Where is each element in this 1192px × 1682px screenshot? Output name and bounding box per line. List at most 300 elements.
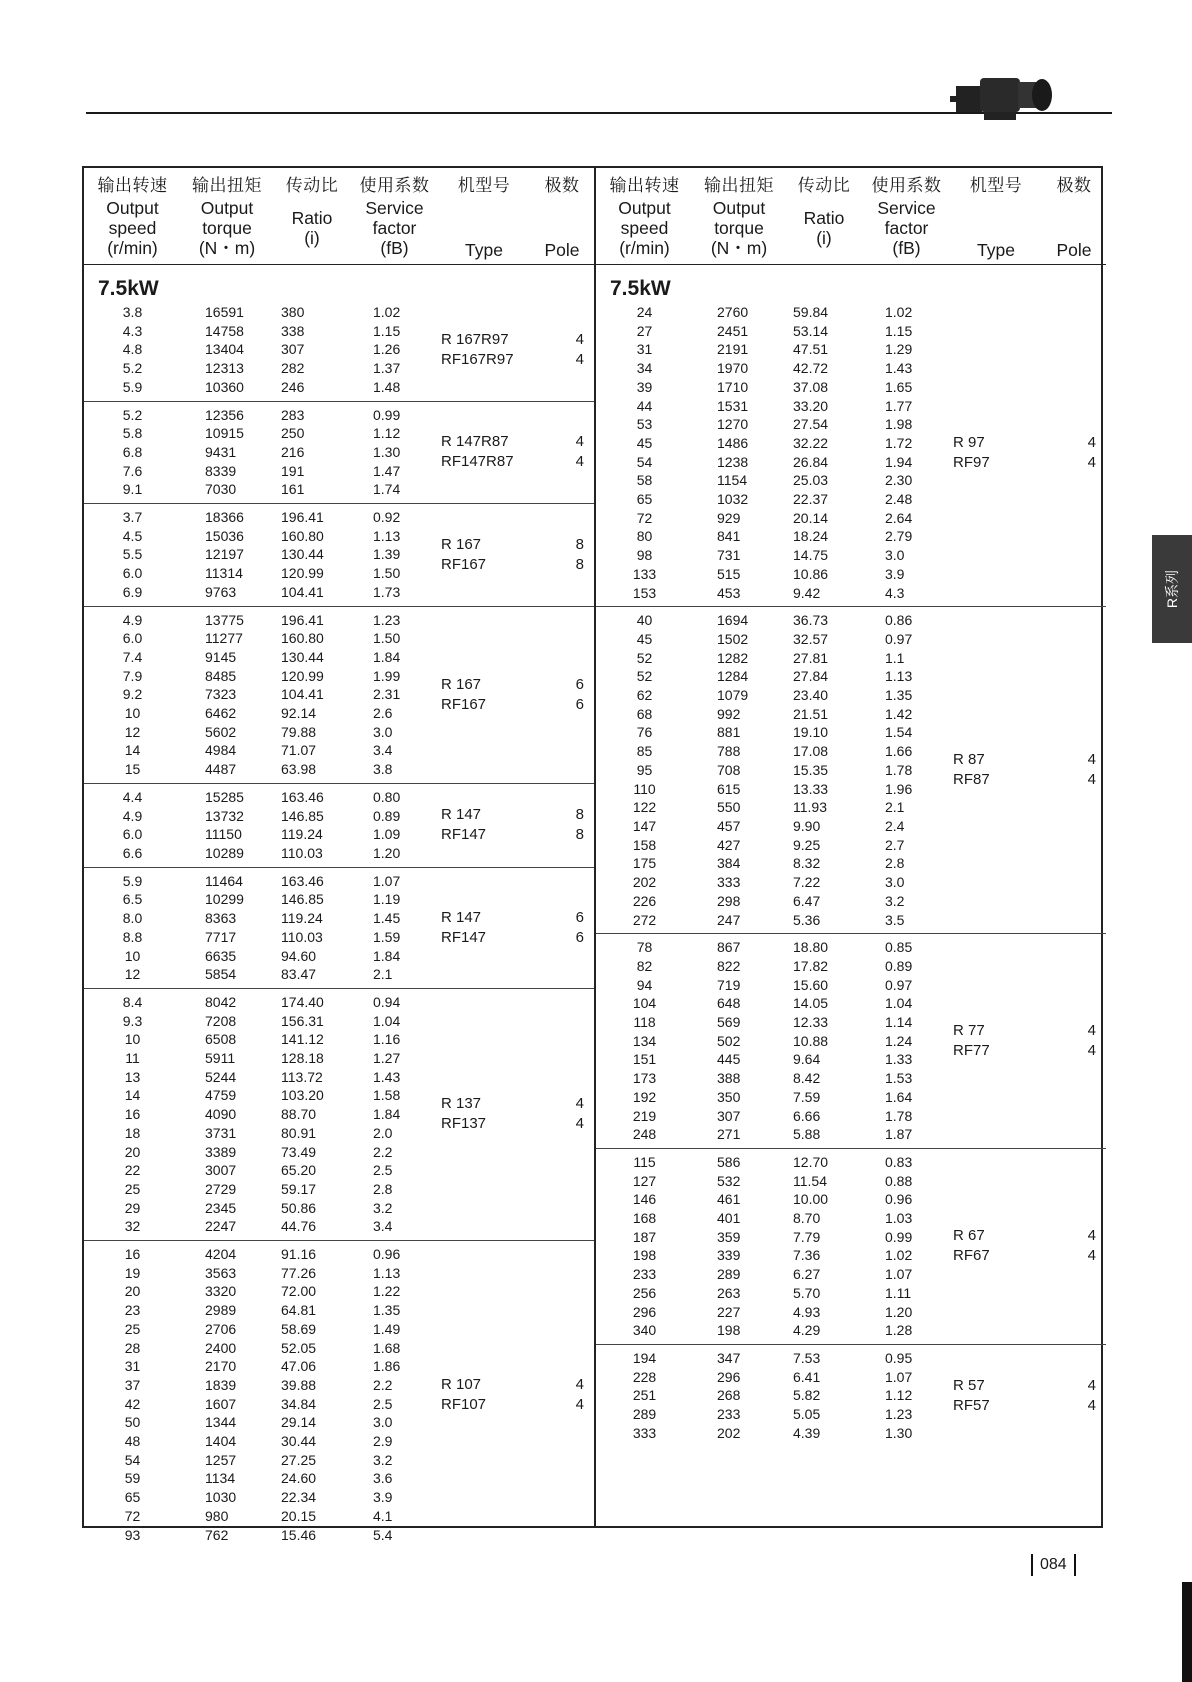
power-label: 7.5kW bbox=[98, 277, 159, 300]
torque-cell: 1710 bbox=[717, 378, 749, 395]
type-label: RF97 bbox=[953, 453, 990, 471]
ratio-cell: 7.22 bbox=[793, 874, 821, 891]
type-label: RF137 bbox=[441, 1115, 487, 1133]
torque-column bbox=[693, 1153, 785, 1340]
speed-cell: 50 bbox=[124, 1414, 141, 1431]
header-pole-zh: 极数 bbox=[544, 176, 580, 196]
header-speed-zh: 输出转速 bbox=[97, 176, 168, 196]
ratio-column bbox=[785, 938, 863, 1144]
speed-cell: 40 bbox=[636, 612, 653, 629]
type-label: R 67 bbox=[953, 1227, 985, 1245]
speed-cell: 65 bbox=[636, 491, 653, 508]
ratio-cell: 6.47 bbox=[793, 892, 821, 909]
sf-cell: 0.89 bbox=[885, 957, 913, 974]
ratio-cell: 25.03 bbox=[793, 472, 829, 489]
speed-cell: 228 bbox=[632, 1368, 657, 1385]
sf-cell: 1.87 bbox=[885, 1126, 913, 1143]
sf-cell: 2.30 bbox=[885, 472, 913, 489]
sf-cell: 1.09 bbox=[373, 826, 401, 843]
speed-column bbox=[596, 938, 693, 1144]
torque-cell: 10299 bbox=[205, 891, 244, 908]
sf-cell: 2.8 bbox=[373, 1180, 393, 1197]
speed-cell: 118 bbox=[633, 1014, 656, 1031]
ratio-cell: 77.26 bbox=[281, 1264, 317, 1281]
speed-column bbox=[596, 611, 693, 929]
speed-cell: 14 bbox=[124, 742, 141, 759]
sf-cell: 2.1 bbox=[885, 799, 905, 816]
torque-column bbox=[181, 303, 273, 397]
torque-cell: 822 bbox=[717, 957, 741, 974]
model-group bbox=[596, 1149, 1106, 1345]
series-side-tab: R系列 bbox=[1152, 535, 1192, 643]
torque-cell: 453 bbox=[717, 584, 741, 601]
ratio-cell: 191 bbox=[281, 462, 305, 479]
torque-cell: 1032 bbox=[717, 491, 749, 508]
torque-cell: 339 bbox=[717, 1247, 741, 1264]
sf-cell: 1.49 bbox=[373, 1320, 401, 1337]
speed-cell: 5.5 bbox=[122, 546, 143, 563]
sf-cell: 1.22 bbox=[373, 1283, 401, 1300]
sf-column bbox=[863, 303, 950, 602]
ratio-cell: 32.22 bbox=[793, 434, 829, 451]
torque-cell: 13732 bbox=[205, 807, 244, 824]
torque-cell: 1404 bbox=[205, 1433, 237, 1450]
header-type-zh: 机型号 bbox=[457, 176, 511, 196]
ratio-cell: 47.06 bbox=[281, 1358, 317, 1375]
torque-cell: 6462 bbox=[205, 705, 237, 722]
torque-cell: 12356 bbox=[205, 406, 244, 423]
torque-cell: 929 bbox=[717, 509, 741, 526]
ratio-cell: 79.88 bbox=[281, 723, 317, 740]
type-label: R 147R87 bbox=[441, 433, 509, 451]
pole-label: 4 bbox=[575, 1375, 584, 1393]
sf-cell: 1.11 bbox=[885, 1284, 912, 1301]
torque-cell: 5602 bbox=[205, 723, 237, 740]
ratio-cell: 36.73 bbox=[793, 612, 829, 629]
speed-cell: 198 bbox=[632, 1247, 657, 1264]
speed-cell: 6.0 bbox=[122, 826, 143, 843]
sf-cell: 2.8 bbox=[885, 855, 905, 872]
torque-column bbox=[181, 872, 273, 984]
sf-cell: 1.35 bbox=[885, 687, 913, 704]
sf-cell: 3.9 bbox=[373, 1489, 393, 1506]
sf-cell: 1.68 bbox=[373, 1339, 401, 1356]
header-sf-en: factor bbox=[372, 218, 417, 238]
sf-cell: 1.39 bbox=[373, 546, 401, 563]
sf-cell: 0.96 bbox=[373, 1246, 401, 1263]
torque-cell: 867 bbox=[717, 939, 741, 956]
pole-label: 6 bbox=[575, 675, 584, 693]
speed-cell: 122 bbox=[632, 799, 657, 816]
header-type-zh: 机型号 bbox=[969, 176, 1023, 196]
sf-cell: 1.35 bbox=[373, 1302, 401, 1319]
speed-cell: 22 bbox=[124, 1162, 141, 1179]
ratio-cell: 65.20 bbox=[281, 1162, 317, 1179]
sf-cell: 1.53 bbox=[885, 1070, 913, 1087]
speed-cell: 44 bbox=[636, 397, 653, 414]
sf-cell: 3.4 bbox=[373, 742, 393, 759]
header-ratio-en: Ratio bbox=[803, 208, 845, 228]
torque-cell: 298 bbox=[717, 892, 741, 909]
speed-cell: 31 bbox=[124, 1358, 141, 1375]
ratio-cell: 161 bbox=[281, 481, 305, 498]
speed-cell: 19 bbox=[124, 1264, 141, 1281]
torque-cell: 347 bbox=[717, 1349, 741, 1366]
pole-cell bbox=[530, 872, 594, 984]
sf-cell: 1.02 bbox=[885, 1247, 913, 1264]
ratio-column bbox=[273, 993, 351, 1236]
torque-cell: 1134 bbox=[205, 1470, 236, 1487]
ratio-column bbox=[785, 1349, 863, 1443]
torque-cell: 615 bbox=[717, 780, 741, 797]
sf-column bbox=[863, 611, 950, 929]
header-torque-zh: 输出扭矩 bbox=[192, 176, 262, 196]
speed-cell: 37 bbox=[124, 1376, 141, 1393]
torque-cell: 1694 bbox=[717, 612, 749, 629]
ratio-cell: 14.75 bbox=[793, 547, 829, 564]
header-speed bbox=[596, 168, 693, 264]
sf-cell: 1.12 bbox=[885, 1387, 913, 1404]
speed-cell: 4.9 bbox=[122, 807, 143, 824]
sf-cell: 2.2 bbox=[373, 1143, 393, 1160]
sf-cell: 0.96 bbox=[885, 1191, 913, 1208]
torque-cell: 14758 bbox=[205, 322, 244, 339]
type-label: RF167 bbox=[441, 695, 487, 713]
ratio-cell: 26.84 bbox=[793, 453, 829, 470]
torque-cell: 3320 bbox=[205, 1283, 237, 1300]
speed-cell: 25 bbox=[124, 1320, 141, 1337]
speed-cell: 58 bbox=[636, 472, 653, 489]
speed-cell: 4.4 bbox=[122, 788, 143, 805]
header-speed-en: (r/min) bbox=[619, 238, 670, 258]
ratio-cell: 7.53 bbox=[793, 1349, 821, 1366]
torque-cell: 15036 bbox=[205, 527, 244, 544]
speed-cell: 48 bbox=[124, 1433, 141, 1450]
header-sf-en: (fB) bbox=[380, 238, 409, 258]
torque-cell: 2400 bbox=[205, 1339, 237, 1356]
ratio-cell: 53.14 bbox=[793, 322, 829, 339]
ratio-cell: 7.36 bbox=[793, 1247, 821, 1264]
speed-cell: 115 bbox=[633, 1153, 656, 1170]
ratio-column bbox=[273, 303, 351, 397]
sf-cell: 1.27 bbox=[373, 1050, 401, 1067]
speed-cell: 23 bbox=[124, 1302, 141, 1319]
speed-cell: 10 bbox=[124, 705, 141, 722]
speed-cell: 147 bbox=[632, 817, 657, 834]
torque-cell: 3007 bbox=[205, 1162, 237, 1179]
speed-cell: 20 bbox=[124, 1143, 141, 1160]
sf-cell: 1.03 bbox=[885, 1210, 913, 1227]
sf-cell: 1.86 bbox=[373, 1358, 401, 1375]
pole-label: 4 bbox=[1087, 1396, 1096, 1414]
type-label: R 147 bbox=[441, 806, 482, 824]
torque-cell: 268 bbox=[717, 1387, 741, 1404]
sf-cell: 5.4 bbox=[373, 1526, 393, 1543]
speed-cell: 251 bbox=[632, 1387, 657, 1404]
pole-label: 4 bbox=[575, 350, 584, 368]
sf-cell: 1.73 bbox=[373, 583, 401, 600]
ratio-cell: 17.08 bbox=[793, 743, 829, 760]
ratio-cell: 104.41 bbox=[281, 583, 324, 600]
ratio-cell: 113.72 bbox=[281, 1068, 323, 1085]
speed-column bbox=[84, 993, 181, 1236]
ratio-cell: 21.51 bbox=[793, 705, 829, 722]
speed-cell: 153 bbox=[632, 584, 657, 601]
ratio-cell: 250 bbox=[281, 425, 305, 442]
ratio-cell: 146.85 bbox=[281, 807, 324, 824]
header-torque-en: Output bbox=[200, 198, 254, 218]
speed-cell: 80 bbox=[636, 528, 653, 545]
header-ratio bbox=[785, 168, 863, 264]
header-torque bbox=[181, 168, 273, 264]
torque-cell: 4090 bbox=[205, 1106, 237, 1123]
speed-cell: 233 bbox=[632, 1266, 657, 1283]
ratio-column bbox=[785, 1153, 863, 1340]
ratio-cell: 9.64 bbox=[793, 1051, 821, 1068]
speed-cell: 175 bbox=[632, 855, 657, 872]
speed-cell: 78 bbox=[636, 939, 653, 956]
speed-cell: 7.4 bbox=[122, 648, 143, 665]
ratio-cell: 9.42 bbox=[793, 584, 821, 601]
sf-cell: 1.13 bbox=[373, 1264, 401, 1281]
sf-column bbox=[863, 1349, 950, 1443]
sf-cell: 0.92 bbox=[373, 509, 401, 526]
sf-cell: 0.86 bbox=[885, 612, 913, 629]
ratio-cell: 6.66 bbox=[793, 1107, 821, 1124]
speed-cell: 6.6 bbox=[122, 844, 143, 861]
pole-label: 4 bbox=[1087, 1376, 1096, 1394]
speed-cell: 187 bbox=[632, 1228, 657, 1245]
model-group bbox=[596, 607, 1106, 934]
ratio-cell: 9.25 bbox=[793, 836, 821, 853]
sf-cell: 0.80 bbox=[373, 788, 401, 805]
torque-cell: 2729 bbox=[205, 1180, 237, 1197]
torque-cell: 708 bbox=[717, 761, 741, 778]
sf-column bbox=[351, 508, 438, 602]
ratio-cell: 58.69 bbox=[281, 1320, 317, 1337]
speed-column bbox=[84, 406, 181, 500]
ratio-column bbox=[273, 788, 351, 863]
ratio-cell: 13.33 bbox=[793, 780, 829, 797]
header-pole bbox=[1042, 168, 1106, 264]
torque-cell: 461 bbox=[717, 1191, 741, 1208]
ratio-cell: 104.41 bbox=[281, 686, 324, 703]
torque-cell: 1257 bbox=[205, 1451, 237, 1468]
torque-cell: 515 bbox=[717, 565, 741, 582]
speed-cell: 59 bbox=[124, 1470, 141, 1487]
torque-cell: 8042 bbox=[205, 993, 237, 1010]
type-label: R 137 bbox=[441, 1095, 482, 1113]
speed-cell: 14 bbox=[124, 1087, 141, 1104]
speed-cell: 94 bbox=[636, 976, 653, 993]
ratio-cell: 15.35 bbox=[793, 761, 829, 778]
torque-cell: 15285 bbox=[205, 788, 244, 805]
speed-cell: 202 bbox=[632, 874, 657, 891]
torque-column bbox=[693, 1349, 785, 1443]
sf-cell: 2.1 bbox=[373, 966, 393, 983]
ratio-cell: 18.80 bbox=[793, 939, 829, 956]
speed-cell: 6.0 bbox=[122, 565, 143, 582]
torque-cell: 731 bbox=[717, 547, 741, 564]
ratio-cell: 30.44 bbox=[281, 1433, 317, 1450]
torque-cell: 550 bbox=[717, 799, 741, 816]
speed-column bbox=[596, 1153, 693, 1340]
ratio-cell: 12.33 bbox=[793, 1014, 829, 1031]
sf-cell: 1.54 bbox=[885, 724, 913, 741]
sf-cell: 3.0 bbox=[373, 723, 393, 740]
sf-cell: 1.13 bbox=[885, 668, 913, 685]
torque-cell: 2451 bbox=[717, 322, 749, 339]
ratio-cell: 128.18 bbox=[281, 1050, 324, 1067]
torque-cell: 841 bbox=[717, 528, 741, 545]
sf-cell: 2.4 bbox=[885, 817, 905, 834]
ratio-cell: 17.82 bbox=[793, 957, 829, 974]
speed-cell: 9.2 bbox=[122, 686, 143, 703]
torque-cell: 11464 bbox=[205, 872, 243, 889]
sf-column bbox=[351, 788, 438, 863]
speed-cell: 158 bbox=[632, 836, 657, 853]
ratio-cell: 5.05 bbox=[793, 1406, 821, 1423]
ratio-cell: 34.84 bbox=[281, 1395, 317, 1412]
ratio-cell: 29.14 bbox=[281, 1414, 317, 1431]
sf-cell: 3.0 bbox=[373, 1414, 393, 1431]
sf-column bbox=[351, 993, 438, 1236]
sf-cell: 1.78 bbox=[885, 761, 913, 778]
speed-cell: 6.9 bbox=[122, 583, 143, 600]
ratio-cell: 5.82 bbox=[793, 1387, 821, 1404]
ratio-cell: 15.46 bbox=[281, 1526, 317, 1543]
speed-cell: 127 bbox=[632, 1172, 657, 1189]
speed-cell: 18 bbox=[124, 1124, 141, 1141]
sf-cell: 3.5 bbox=[885, 911, 905, 928]
sf-cell: 3.2 bbox=[373, 1451, 393, 1468]
torque-cell: 3731 bbox=[205, 1124, 237, 1141]
torque-cell: 532 bbox=[717, 1172, 741, 1189]
ratio-cell: 59.84 bbox=[793, 304, 829, 320]
header-pole-zh: 极数 bbox=[1056, 176, 1092, 196]
torque-cell: 1970 bbox=[717, 360, 749, 377]
type-label: R 167R97 bbox=[441, 330, 509, 348]
model-group bbox=[84, 868, 594, 989]
type-label: R 57 bbox=[953, 1376, 985, 1394]
torque-cell: 6508 bbox=[205, 1031, 237, 1048]
speed-cell: 34 bbox=[636, 360, 653, 377]
sf-cell: 3.8 bbox=[373, 761, 393, 778]
speed-cell: 12 bbox=[124, 966, 141, 983]
speed-cell: 256 bbox=[632, 1284, 657, 1301]
speed-cell: 93 bbox=[124, 1526, 141, 1543]
sf-cell: 0.97 bbox=[885, 976, 913, 993]
ratio-cell: 24.60 bbox=[281, 1470, 317, 1487]
type-cell bbox=[438, 1245, 530, 1544]
header-ratio bbox=[273, 168, 351, 264]
sf-cell: 2.5 bbox=[373, 1395, 393, 1412]
ratio-cell: 19.10 bbox=[793, 724, 829, 741]
sf-cell: 1.42 bbox=[885, 705, 913, 722]
torque-cell: 1502 bbox=[717, 630, 749, 647]
ratio-cell: 52.05 bbox=[281, 1339, 317, 1356]
pole-label: 8 bbox=[575, 535, 584, 553]
edge-bar bbox=[1182, 1582, 1192, 1682]
speed-cell: 45 bbox=[636, 434, 653, 451]
sf-cell: 1.07 bbox=[885, 1368, 913, 1385]
sf-cell: 1.50 bbox=[373, 630, 401, 647]
header-pole-en: Pole bbox=[544, 240, 580, 260]
pole-label: 6 bbox=[575, 908, 584, 926]
sf-cell: 3.0 bbox=[885, 874, 905, 891]
sf-cell: 2.31 bbox=[373, 686, 401, 703]
speed-cell: 15 bbox=[124, 761, 141, 778]
pole-cell bbox=[1042, 611, 1106, 929]
header-sf-en: Service bbox=[365, 198, 424, 218]
sf-cell: 3.2 bbox=[373, 1199, 393, 1216]
ratio-cell: 37.08 bbox=[793, 378, 829, 395]
ratio-column bbox=[273, 508, 351, 602]
speed-cell: 54 bbox=[636, 453, 653, 470]
torque-cell: 992 bbox=[717, 705, 741, 722]
torque-cell: 7717 bbox=[205, 928, 237, 945]
pole-label: 4 bbox=[575, 1095, 584, 1113]
type-label: RF67 bbox=[953, 1247, 990, 1265]
sf-cell: 0.83 bbox=[885, 1153, 913, 1170]
speed-cell: 248 bbox=[632, 1126, 657, 1143]
torque-cell: 1531 bbox=[717, 397, 749, 414]
header-speed-en: Output bbox=[618, 198, 671, 218]
ratio-cell: 146.85 bbox=[281, 891, 324, 908]
ratio-cell: 7.59 bbox=[793, 1088, 821, 1105]
sf-cell: 1.84 bbox=[373, 648, 401, 665]
ratio-cell: 163.46 bbox=[281, 788, 324, 805]
torque-column bbox=[181, 788, 273, 863]
speed-cell: 10 bbox=[124, 1031, 141, 1048]
torque-cell: 502 bbox=[717, 1032, 741, 1049]
type-label: RF57 bbox=[953, 1396, 990, 1414]
sf-cell: 0.85 bbox=[885, 939, 913, 956]
sf-cell: 1.04 bbox=[885, 995, 913, 1012]
torque-cell: 788 bbox=[717, 743, 741, 760]
pole-label: 4 bbox=[575, 1115, 584, 1133]
torque-cell: 198 bbox=[717, 1322, 741, 1339]
header-sf-en: (fB) bbox=[892, 238, 921, 258]
speed-cell: 340 bbox=[632, 1322, 657, 1339]
speed-cell: 9.3 bbox=[122, 1012, 143, 1029]
speed-cell: 13 bbox=[124, 1068, 141, 1085]
ratio-cell: 22.34 bbox=[281, 1489, 317, 1506]
ratio-cell: 27.81 bbox=[793, 649, 829, 666]
speed-cell: 16 bbox=[124, 1106, 141, 1123]
torque-cell: 2345 bbox=[205, 1199, 237, 1216]
ratio-cell: 88.70 bbox=[281, 1106, 317, 1123]
pole-label: 8 bbox=[575, 826, 584, 844]
speed-cell: 4.5 bbox=[122, 527, 143, 544]
sf-cell: 1.33 bbox=[885, 1051, 913, 1068]
speed-cell: 3.8 bbox=[122, 304, 143, 320]
speed-cell: 20 bbox=[124, 1283, 141, 1300]
speed-column bbox=[84, 1245, 181, 1544]
type-cell bbox=[438, 406, 530, 500]
speed-cell: 151 bbox=[632, 1051, 657, 1068]
speed-column bbox=[596, 303, 693, 602]
header-speed-en: speed bbox=[620, 218, 669, 238]
sf-cell: 1.65 bbox=[885, 378, 913, 395]
ratio-cell: 27.84 bbox=[793, 668, 829, 685]
type-label: R 167 bbox=[441, 675, 482, 693]
torque-cell: 10915 bbox=[205, 425, 244, 442]
pole-cell bbox=[530, 993, 594, 1236]
torque-cell: 401 bbox=[717, 1210, 741, 1227]
torque-cell: 569 bbox=[717, 1014, 741, 1031]
sf-cell: 2.0 bbox=[373, 1124, 393, 1141]
